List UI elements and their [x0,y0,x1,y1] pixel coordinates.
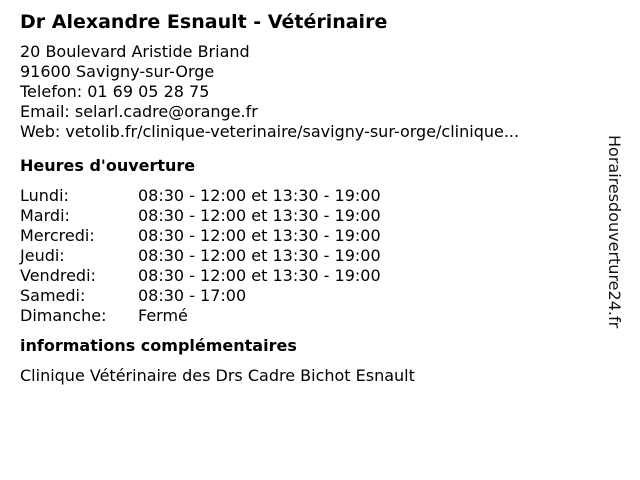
web-line: Web: vetolib.fr/clinique-veterinaire/savigny-sur-orge/clinique... [20,122,520,141]
time-value: 08:30 - 12:00 et 13:30 - 19:00 [138,206,381,225]
day-label: Samedi: [20,286,86,305]
hours-table [20,186,610,326]
hours-row-lundi [20,186,610,206]
info-heading: informations complémentaires [20,336,297,355]
hours-row-jeudi [20,246,610,266]
time-value: Fermé [138,306,188,325]
email-line: Email: selarl.cadre@orange.fr [20,102,258,121]
time-value: 08:30 - 12:00 et 13:30 - 19:00 [138,186,381,205]
watermark [605,135,636,375]
day-label: Mardi: [20,206,70,225]
business-title: Dr Alexandre Esnault - Vétérinaire [20,11,388,33]
watermark-text: Horairesdouverture24.fr [605,135,624,329]
time-value: 08:30 - 12:00 et 13:30 - 19:00 [138,246,381,265]
hours-row-samedi [20,286,610,306]
hours-row-vendredi [20,266,610,286]
day-label: Jeudi: [20,246,65,265]
city-address: 91600 Savigny-sur-Orge [20,62,215,81]
day-label: Dimanche: [20,306,107,325]
time-value: 08:30 - 12:00 et 13:30 - 19:00 [138,226,381,245]
time-value: 08:30 - 12:00 et 13:30 - 19:00 [138,266,381,285]
business-card [20,10,610,386]
phone-line: Telefon: 01 69 05 28 75 [20,82,210,101]
street-address: 20 Boulevard Aristide Briand [20,42,250,61]
hours-row-mercredi [20,226,610,246]
info-text: Clinique Vétérinaire des Drs Cadre Bichot Esnault [20,366,415,385]
day-label: Lundi: [20,186,69,205]
day-label: Mercredi: [20,226,95,245]
hours-row-dimanche [20,306,610,326]
time-value: 08:30 - 17:00 [138,286,247,305]
day-label: Vendredi: [20,266,96,285]
hours-row-mardi [20,206,610,226]
contact-block [20,42,610,142]
hours-heading: Heures d'ouverture [20,156,196,175]
